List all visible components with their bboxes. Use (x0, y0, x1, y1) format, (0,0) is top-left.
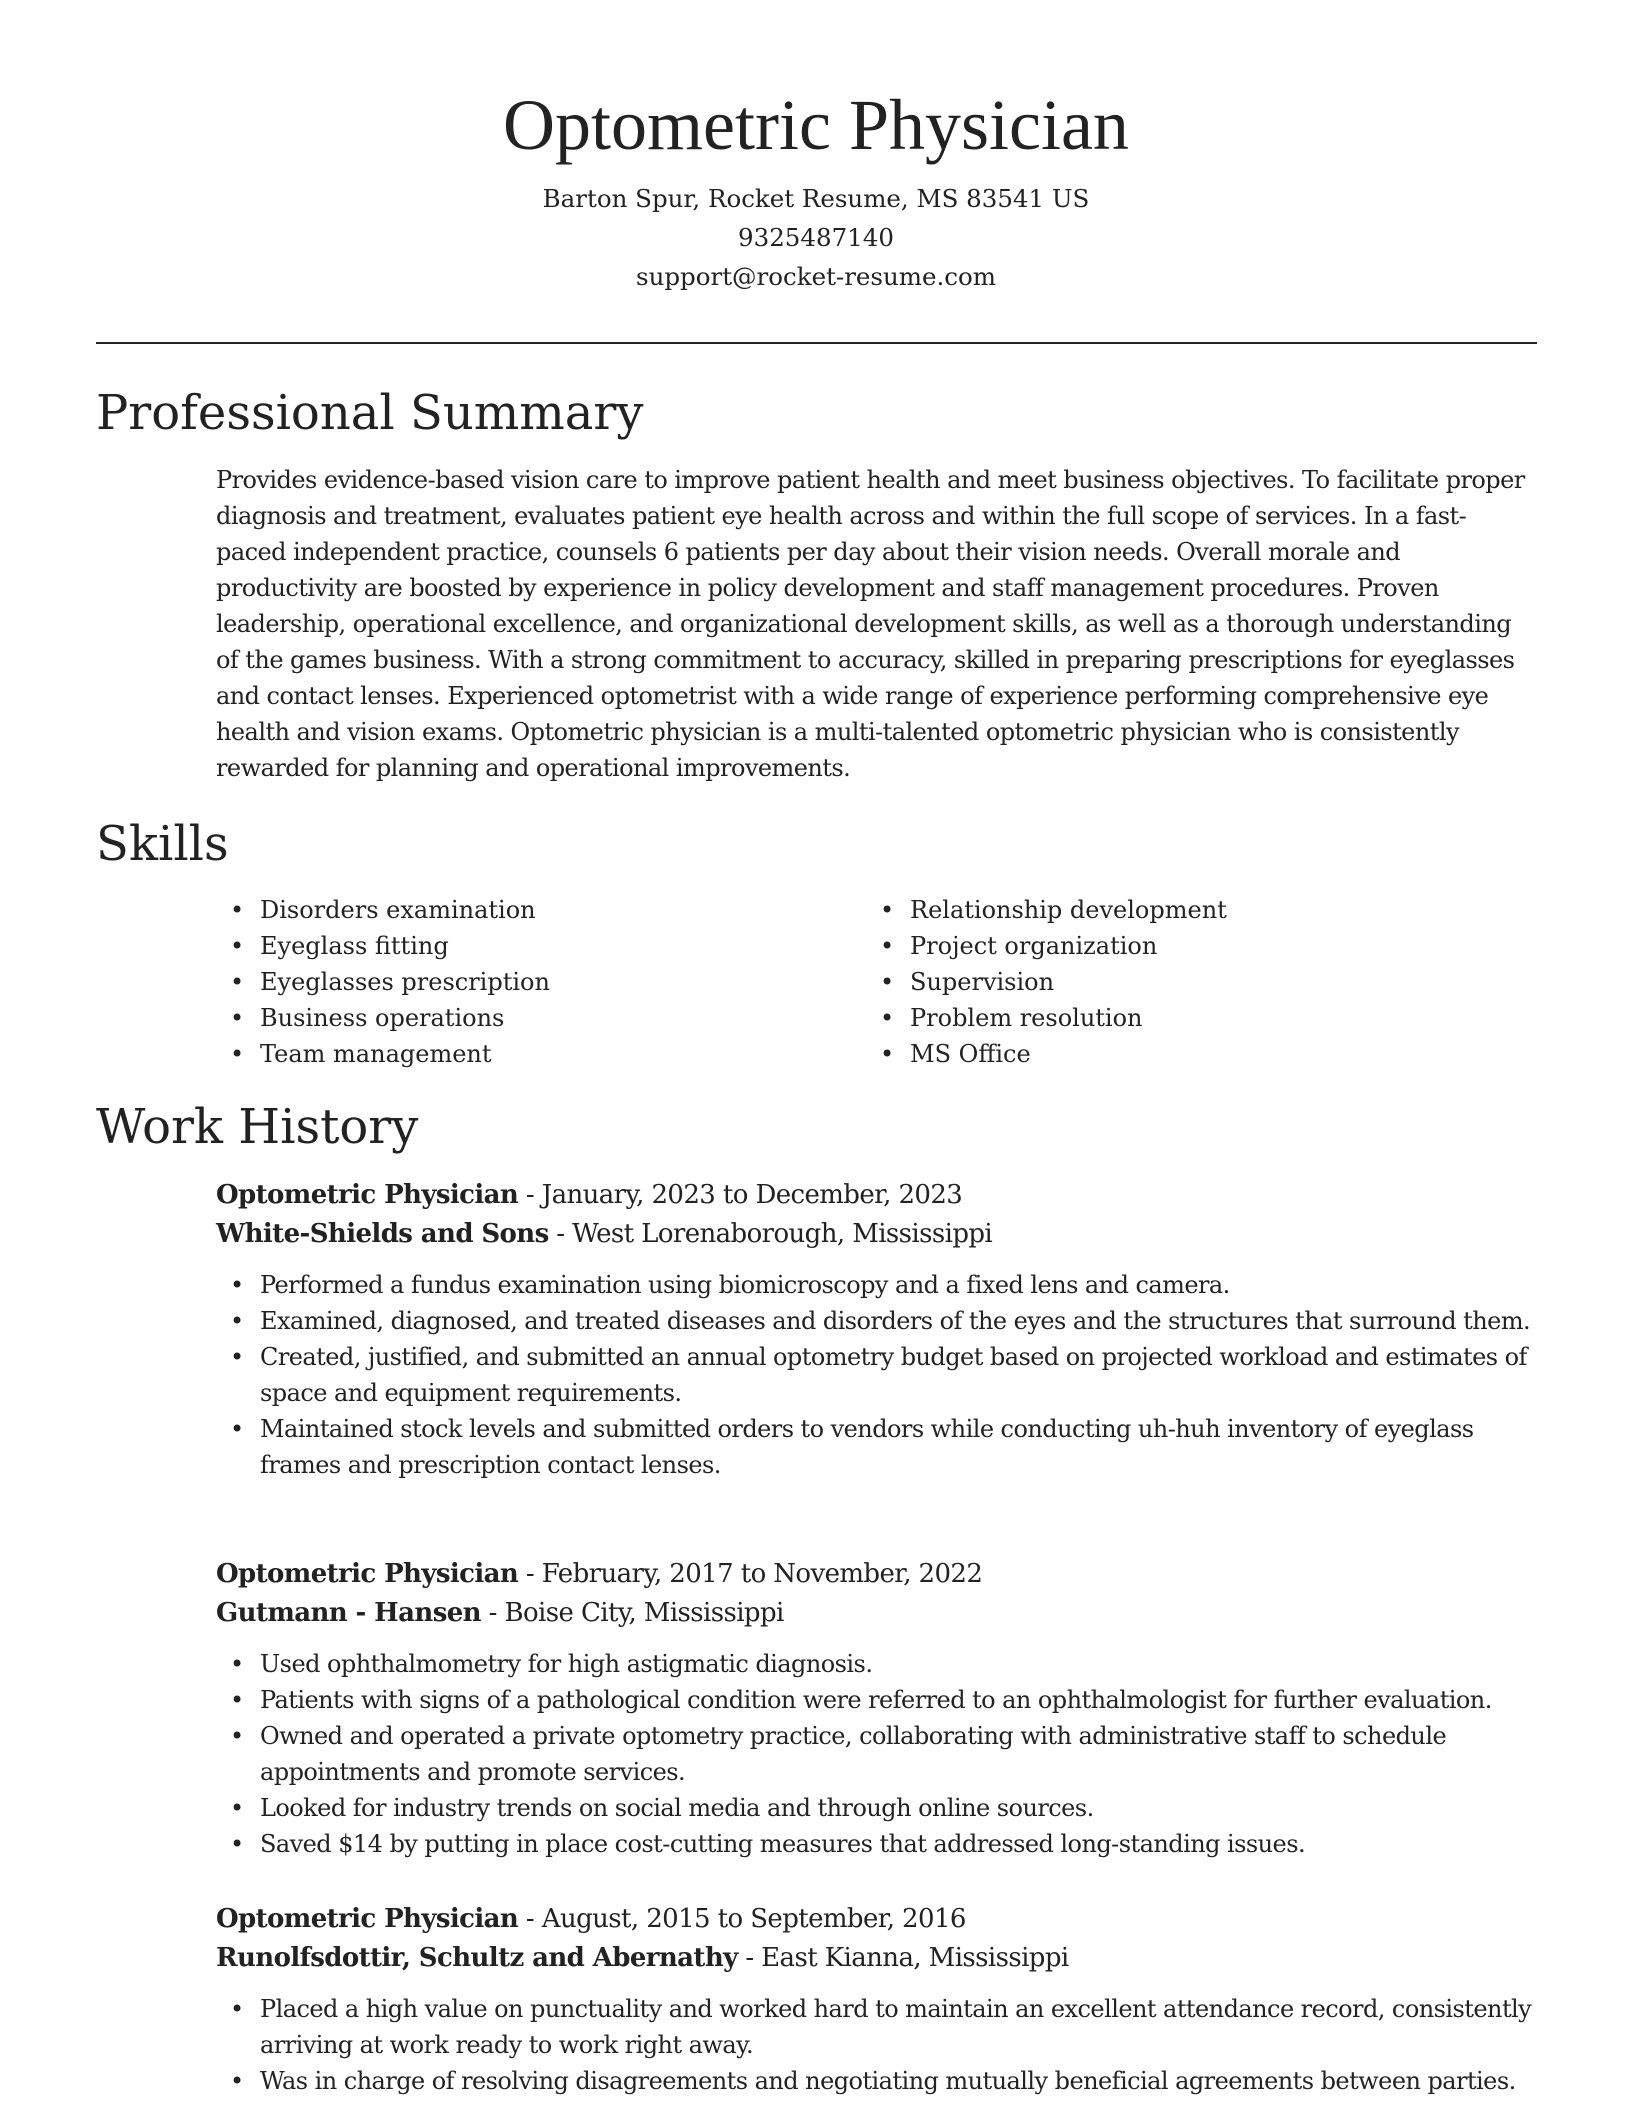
job-location: Boise City, Mississippi (504, 1598, 784, 1628)
skill-item: • Supervision (866, 964, 1466, 1000)
job-company: Gutmann - Hansen (216, 1598, 481, 1628)
job-bullet: • Placed a high value on punctuality and worked hard to maintain an excellent attendance record, consistently arriving at work ready to work right away. (216, 1991, 1536, 2063)
job-company-line: Runolfsdottir, Schultz and Abernathy - East Kianna, Mississippi (216, 1943, 1069, 1973)
job-title-line: Optometric Physician - August, 2015 to September, 2016 (216, 1904, 966, 1934)
skill-item: • Eyeglass fitting (216, 928, 816, 964)
job-bullet: • Used ophthalmometry for high astigmatic diagnosis. (216, 1646, 1536, 1682)
job-bullet: • Maintained stock levels and submitted orders to vendors while conducting uh-huh inventory of eyeglass frames and prescription contact lenses. (216, 1411, 1536, 1483)
job-bullets (216, 1991, 1536, 2099)
job-location: West Lorenaborough, Mississippi (572, 1219, 993, 1249)
job-company-line: White-Shields and Sons - West Lorenaborough, Mississippi (216, 1219, 993, 1249)
job-bullet: • Looked for industry trends on social media and through online sources. (216, 1790, 1536, 1826)
job-company-line: Gutmann - Hansen - Boise City, Mississippi (216, 1598, 784, 1628)
job-dates: January, 2023 to December, 2023 (541, 1180, 963, 1210)
header-divider (96, 342, 1537, 344)
job-bullet: • Saved $14 by putting in place cost-cutting measures that addressed long-standing issues. (216, 1826, 1536, 1862)
job-title: Optometric Physician (216, 1904, 519, 1934)
job-location: East Kianna, Mississippi (761, 1943, 1069, 1973)
skill-item: • Eyeglasses prescription (216, 964, 816, 1000)
skills-heading: Skills (96, 816, 229, 872)
job-title: Optometric Physician (216, 1180, 519, 1210)
job-bullet: • Created, justified, and submitted an annual optometry budget based on projected workload and estimates of space and equipment requirements. (216, 1339, 1536, 1411)
job-bullet: • Examined, diagnosed, and treated diseases and disorders of the eyes and the structures that surround them. (216, 1303, 1536, 1339)
contact-block (0, 179, 1632, 296)
job-entry (216, 1176, 1536, 1483)
skill-item: • Team management (216, 1036, 816, 1072)
job-bullet: • Was in charge of resolving disagreements and negotiating mutually beneficial agreements between parties. (216, 2063, 1536, 2099)
job-bullets (216, 1646, 1536, 1862)
work-history-heading: Work History (96, 1099, 419, 1155)
skill-item: • Business operations (216, 1000, 816, 1036)
skill-item: • Relationship development (866, 892, 1466, 928)
summary-text: Provides evidence-based vision care to improve patient health and meet business objectives. To facilitate proper diagnosis and treatment, evaluates patient eye health across and within the full scope of services. In a fast-paced independent practice, counsels 6 patients per day about their vision needs. Overall morale and productivity are boosted by experience in policy development and staff management procedures. Proven leadership, operational excellence, and organizational development skills, as well as a thorough understanding of the games business. With a strong commitment to accuracy, skilled in preparing prescriptions for eyeglasses and contact lenses. Experienced optometrist with a wide range of experience performing comprehensive eye health and vision exams. Optometric physician is a multi-talented optometric physician who is consistently rewarded for planning and operational improvements. (216, 466, 1525, 782)
contact-email: support@rocket-resume.com (636, 262, 996, 291)
job-title-line: Optometric Physician - February, 2017 to November, 2022 (216, 1559, 983, 1589)
job-dates: February, 2017 to November, 2022 (541, 1559, 983, 1589)
job-bullet: • Performed a fundus examination using biomicroscopy and a fixed lens and camera. (216, 1267, 1536, 1303)
job-title: Optometric Physician (216, 1559, 519, 1589)
job-company: White-Shields and Sons (216, 1219, 549, 1249)
skills-list-left (216, 892, 816, 1072)
job-bullet: • Owned and operated a private optometry practice, collaborating with administrative staff to schedule appointments and promote services. (216, 1718, 1536, 1790)
contact-phone: 9325487140 (738, 223, 894, 252)
contact-address: Barton Spur, Rocket Resume, MS 83541 US (542, 184, 1090, 213)
job-title-line: Optometric Physician - January, 2023 to December, 2023 (216, 1180, 963, 1210)
job-entry (216, 1555, 1536, 1862)
job-bullets (216, 1267, 1536, 1483)
job-entry (216, 1900, 1536, 2099)
skill-item: • Problem resolution (866, 1000, 1466, 1036)
skill-item: • Project organization (866, 928, 1466, 964)
resume-title: Optometric Physician (503, 85, 1129, 165)
resume-header (0, 80, 1632, 296)
job-bullet: • Patients with signs of a pathological condition were referred to an ophthalmologist for further evaluation. (216, 1682, 1536, 1718)
job-dates: August, 2015 to September, 2016 (541, 1904, 966, 1934)
skill-item: • MS Office (866, 1036, 1466, 1072)
skills-list-right (866, 892, 1466, 1072)
skill-item: • Disorders examination (216, 892, 816, 928)
summary-heading: Professional Summary (96, 385, 644, 441)
job-company: Runolfsdottir, Schultz and Abernathy (216, 1943, 738, 1973)
